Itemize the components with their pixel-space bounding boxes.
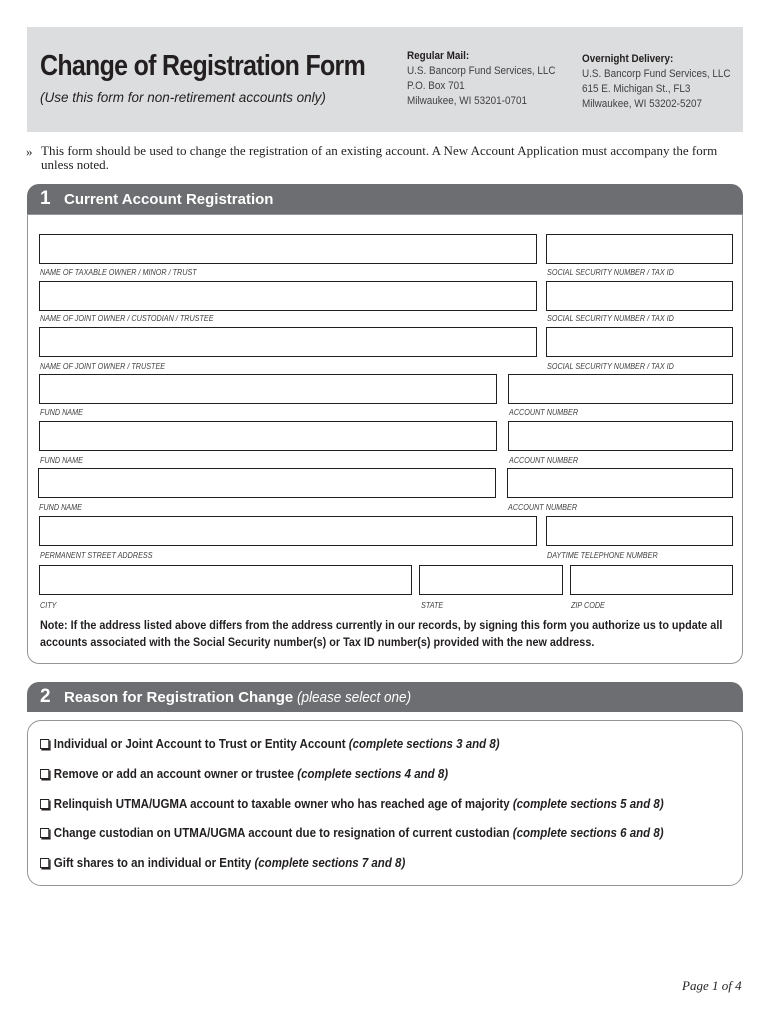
state-label: STATE <box>421 600 444 610</box>
section-1-header <box>27 184 743 214</box>
section-1-title: Current Account Registration <box>64 191 274 208</box>
section-2-title <box>64 689 424 706</box>
regular-mail-line: P.O. Box 701 <box>407 80 465 92</box>
owner-name-label: NAME OF TAXABLE OWNER / MINOR / TRUST <box>40 267 197 277</box>
regular-mail-line: Milwaukee, WI 53201-0701 <box>407 95 527 107</box>
option-label: Gift shares to an individual or Entity <box>53 856 252 870</box>
reason-option-custodian[interactable] <box>40 826 664 840</box>
option-hint: (complete sections 6 and 8) <box>512 826 664 840</box>
section-2-number: 2 <box>40 686 51 707</box>
ssn-field-3[interactable] <box>546 327 733 357</box>
ssn-label-1: SOCIAL SECURITY NUMBER / TAX ID <box>547 267 674 277</box>
ssn-field-2[interactable] <box>546 281 733 311</box>
option-label: Remove or add an account owner or trustee <box>53 767 295 781</box>
option-hint: (complete sections 4 and 8) <box>297 767 449 781</box>
joint-owner-trustee-field[interactable] <box>39 327 537 357</box>
zip-code-label: ZIP CODE <box>571 600 605 610</box>
option-hint: (complete sections 7 and 8) <box>254 856 406 870</box>
reason-option-relinquish[interactable] <box>40 797 664 811</box>
joint-owner-custodian-label: NAME OF JOINT OWNER / CUSTODIAN / TRUSTEE <box>40 313 214 323</box>
street-address-field[interactable] <box>39 516 537 546</box>
section-2-header <box>27 682 743 712</box>
account-number-label-3: ACCOUNT NUMBER <box>508 502 578 512</box>
page-number: Page 1 of 4 <box>682 978 742 993</box>
ssn-label-2: SOCIAL SECURITY NUMBER / TAX ID <box>547 313 674 323</box>
option-label: Change custodian on UTMA/UGMA account due to resignation of current custodian <box>53 826 510 840</box>
fund-name-field-1[interactable] <box>39 374 497 404</box>
ssn-label-3: SOCIAL SECURITY NUMBER / TAX ID <box>547 361 674 371</box>
overnight-address <box>582 52 731 112</box>
reason-option-trust[interactable] <box>40 737 500 751</box>
regular-mail-address <box>407 49 556 109</box>
joint-owner-trustee-label: NAME OF JOINT OWNER / TRUSTEE <box>40 361 166 371</box>
fund-name-label-2: FUND NAME <box>40 455 83 465</box>
page-subtitle: (Use this form for non-retirement accounts only) <box>40 90 326 105</box>
account-number-field-3[interactable] <box>507 468 733 498</box>
zip-code-field[interactable] <box>570 565 733 595</box>
street-address-label: PERMANENT STREET ADDRESS <box>40 550 153 560</box>
option-label: Relinquish UTMA/UGMA account to taxable owner who has reached age of majority <box>53 797 510 811</box>
checkbox-icon[interactable] <box>40 858 49 868</box>
phone-label: DAYTIME TELEPHONE NUMBER <box>547 550 658 560</box>
fund-name-label-1: FUND NAME <box>40 407 83 417</box>
account-number-label-1: ACCOUNT NUMBER <box>509 407 579 417</box>
page-title: Change of Registration Form <box>40 50 366 82</box>
city-label: CITY <box>40 600 57 610</box>
checkbox-icon[interactable] <box>40 769 49 779</box>
intro-bullet-icon: » <box>26 144 33 159</box>
option-hint: (complete sections 5 and 8) <box>512 797 664 811</box>
overnight-line: U.S. Bancorp Fund Services, LLC <box>582 68 731 80</box>
city-field[interactable] <box>39 565 412 595</box>
address-note: Note: If the address listed above differs from the address currently in our records, by signing this form you authorize us to update all accounts associated with the Social Security number(s) or Tax ID number(s) provided with the new address. <box>40 618 723 649</box>
option-label: Individual or Joint Account to Trust or Entity Account <box>53 737 346 751</box>
overnight-heading: Overnight Delivery: <box>582 53 674 65</box>
owner-name-field[interactable] <box>39 234 537 264</box>
checkbox-icon[interactable] <box>40 828 49 838</box>
reason-option-gift[interactable] <box>40 856 405 870</box>
fund-name-field-2[interactable] <box>39 421 497 451</box>
account-number-label-2: ACCOUNT NUMBER <box>509 455 579 465</box>
section-2-hint: (please select one) <box>297 689 412 706</box>
option-hint: (complete sections 3 and 8) <box>348 737 500 751</box>
section-2-title-text: Reason for Registration Change <box>64 689 294 706</box>
state-field[interactable] <box>419 565 563 595</box>
overnight-line: 615 E. Michigan St., FL3 <box>582 83 691 95</box>
ssn-field-1[interactable] <box>546 234 733 264</box>
phone-field[interactable] <box>546 516 733 546</box>
account-number-field-2[interactable] <box>508 421 733 451</box>
checkbox-icon[interactable] <box>40 799 49 809</box>
regular-mail-line: U.S. Bancorp Fund Services, LLC <box>407 65 556 77</box>
reason-option-owner[interactable] <box>40 767 448 781</box>
regular-mail-heading: Regular Mail: <box>407 50 470 62</box>
section-1-number: 1 <box>40 188 51 209</box>
joint-owner-custodian-field[interactable] <box>39 281 537 311</box>
fund-name-label-3: FUND NAME <box>39 502 82 512</box>
checkbox-icon[interactable] <box>40 739 49 749</box>
fund-name-field-3[interactable] <box>38 468 496 498</box>
account-number-field-1[interactable] <box>508 374 733 404</box>
intro-text: This form should be used to change the registration of an existing account. A New Account Application must accompany the form unless noted. <box>41 143 718 172</box>
overnight-line: Milwaukee, WI 53202-5207 <box>582 98 702 110</box>
